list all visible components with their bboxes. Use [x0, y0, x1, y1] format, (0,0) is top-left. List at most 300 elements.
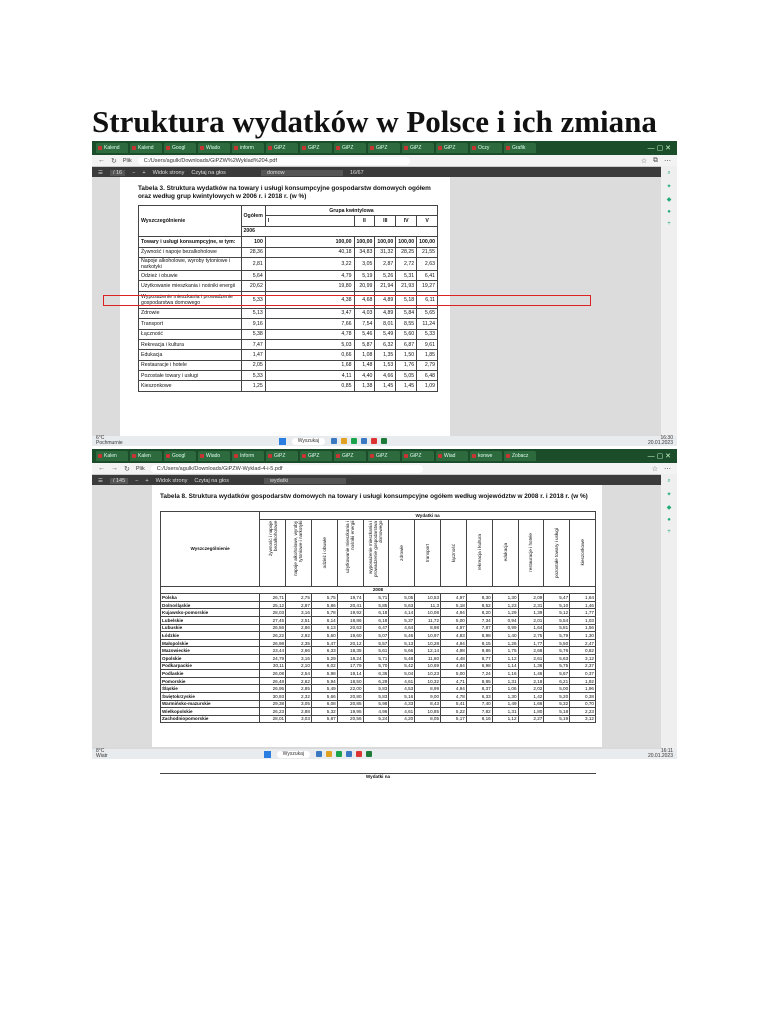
extensions-icon[interactable]: ⧉ — [653, 156, 658, 164]
table-cell: 1,92 — [570, 677, 596, 685]
add-icon[interactable]: + — [667, 221, 671, 227]
table-cell: 2,79 — [417, 360, 438, 370]
row-label: Napoje alkoholowe, wyroby tytoniowe i narkotyki — [139, 257, 242, 270]
start-icon[interactable] — [279, 438, 286, 445]
tab-favicon-icon — [302, 454, 306, 458]
table-cell: 1,96 — [570, 685, 596, 693]
table-cell: 6,18 — [363, 616, 389, 624]
tab-label: Googl — [172, 145, 186, 151]
tab-favicon-icon — [438, 454, 442, 458]
browser-tab[interactable] — [402, 143, 434, 153]
tab-label: GiPZ — [308, 145, 320, 151]
row-label: Pozostałe towary i usługi — [139, 371, 242, 381]
url-field[interactable]: C:/Users/agulk/Downloads/GiPZW-Wyklad-4-i-5.pdf — [151, 465, 423, 473]
quintile-header: I — [265, 216, 354, 226]
table-cell: 5,47 — [311, 639, 337, 647]
table-cell: 5,31 — [396, 270, 417, 280]
table-cell: 3,12 — [570, 715, 596, 723]
table-cell: 2,23 — [570, 708, 596, 716]
table-cell: 4,97 — [441, 594, 467, 602]
table-cell: 3,22 — [265, 257, 354, 270]
table-cell: 1,30 — [492, 692, 518, 700]
window-controls[interactable]: — ▢ ✕ — [647, 453, 671, 460]
browser-tab[interactable] — [130, 451, 162, 461]
games-icon[interactable]: ◆ — [666, 505, 672, 511]
app-icon[interactable] — [371, 438, 377, 444]
table-cell: 5,05 — [396, 371, 417, 381]
row-label: Kieszonkowe — [139, 381, 242, 391]
table-cell: 5,75 — [311, 594, 337, 602]
table-row — [161, 708, 596, 716]
row-label: Rekreacja i kultura — [139, 339, 242, 349]
table-cell: 6,98 — [466, 662, 492, 670]
table-cell: 7,87 — [466, 624, 492, 632]
address-label: Plik — [122, 157, 132, 164]
column-header — [518, 519, 544, 586]
row-label: Polska — [161, 594, 260, 602]
table-cell: 6,02 — [311, 662, 337, 670]
zoom-in-button[interactable]: + — [145, 477, 149, 484]
table-cell: 5,87 — [311, 715, 337, 723]
browser-tab-bar — [92, 141, 677, 155]
find-input[interactable]: wydatki — [264, 478, 346, 484]
column-header — [363, 519, 389, 586]
weather-temp: 6°C — [96, 435, 105, 441]
table-cell: 5,32 — [544, 700, 570, 708]
clock-time: 16:11 — [660, 748, 673, 754]
games-icon[interactable]: ◆ — [666, 197, 672, 203]
table-row — [161, 616, 596, 624]
table-cell: 19,60 — [337, 632, 363, 640]
table-cell: 8,55 — [396, 319, 417, 329]
table-cell: 8,98 — [415, 624, 441, 632]
row-label: Podlaskie — [161, 670, 260, 678]
table-cell: 5,19 — [544, 715, 570, 723]
table-cell: 3,16 — [286, 609, 312, 617]
table-cell: 3,16 — [286, 654, 312, 662]
clock[interactable] — [648, 749, 673, 759]
app-icon[interactable] — [346, 751, 352, 757]
tab-label: GiPZ — [342, 145, 354, 151]
table-cell: 1,56 — [570, 624, 596, 632]
browser-tab[interactable] — [402, 451, 434, 461]
page-number-field[interactable]: / 145 — [110, 478, 128, 484]
table-cell: 0,99 — [492, 624, 518, 632]
table-cell: 5,94 — [311, 677, 337, 685]
table-cell: 1,48 — [354, 360, 375, 370]
window-controls[interactable]: — ▢ ✕ — [647, 145, 671, 152]
table-cell: 17,79 — [337, 662, 363, 670]
app-icon[interactable] — [316, 751, 322, 757]
table-cell: 22,00 — [337, 685, 363, 693]
table-row — [139, 319, 438, 329]
table-cell: 2,62 — [286, 677, 312, 685]
browser-sidebar — [661, 474, 677, 749]
table-cell: 1,66 — [518, 700, 544, 708]
tab-label: Kalen — [138, 453, 151, 459]
app-icon[interactable] — [341, 438, 347, 444]
browser-tab[interactable] — [164, 451, 196, 461]
tab-favicon-icon — [166, 146, 170, 150]
table-cell: 6,47 — [363, 624, 389, 632]
column-header — [415, 519, 441, 586]
table-cell: 0,66 — [265, 350, 354, 360]
next-table-header: Wydatki na — [160, 773, 596, 779]
table-row — [161, 662, 596, 670]
table-cell: 1,68 — [265, 360, 354, 370]
table-cell: 1,14 — [492, 662, 518, 670]
zoom-out-button[interactable]: − — [132, 169, 136, 176]
add-icon[interactable]: + — [667, 529, 671, 535]
taskbar-apps — [316, 751, 372, 757]
table-cell: 2,72 — [396, 257, 417, 270]
table-row — [139, 350, 438, 360]
search-icon[interactable]: ⌕ — [667, 170, 671, 176]
table-cell: 5,64 — [241, 270, 265, 280]
table-cell: 9,86 — [466, 647, 492, 655]
table-cell: 8,98 — [466, 632, 492, 640]
table-cell: 31,32 — [375, 247, 396, 257]
column-header-label: napoje alkoholowe, wyroby tytoniowe i narkotyki — [293, 520, 304, 576]
zoom-out-button[interactable]: − — [135, 477, 139, 484]
table-cell: 19,14 — [337, 670, 363, 678]
app-icon[interactable] — [366, 751, 372, 757]
table-cell: 2,87 — [375, 257, 396, 270]
table-cell: 11,3 — [415, 601, 441, 609]
table-row — [139, 360, 438, 370]
tab-label: Oczy — [478, 145, 490, 151]
tools-icon[interactable]: ✦ — [666, 184, 672, 190]
app-icon[interactable] — [326, 751, 332, 757]
table-cell: 3,03 — [286, 715, 312, 723]
table-cell: 5,60 — [396, 329, 417, 339]
url-field[interactable]: C:/Users/agulk/Downloads/GiPZW%2Wyklad%204.pdf — [138, 157, 410, 165]
table-cell: 5,87 — [354, 339, 375, 349]
table-cell: 4,89 — [375, 291, 396, 308]
pdf-viewer[interactable] — [92, 177, 661, 436]
tab-label: GiPZ — [274, 145, 286, 151]
table-cell: 0,70 — [570, 700, 596, 708]
app-icon[interactable] — [331, 438, 337, 444]
app-icon[interactable] — [351, 438, 357, 444]
table-cell: 10,32 — [415, 677, 441, 685]
table-cell: 26,08 — [260, 670, 286, 678]
weather-label: Pochmurnie — [96, 440, 123, 446]
table-cell: 7,66 — [265, 319, 354, 329]
browser-tab[interactable] — [436, 143, 468, 153]
taskbar — [92, 436, 677, 446]
table-cell: 4,20 — [389, 715, 415, 723]
table-row — [139, 291, 438, 308]
quintile-header: III — [375, 216, 396, 226]
screenshot-voivodeship-table — [92, 449, 677, 779]
browser-tab[interactable] — [470, 451, 502, 461]
row-label: Łódzkie — [161, 632, 260, 640]
browser-tab[interactable] — [504, 143, 536, 153]
browser-tab[interactable] — [334, 143, 366, 153]
table-cell: 6,33 — [466, 692, 492, 700]
table-cell: 5,67 — [544, 670, 570, 678]
table-cell: 1,12 — [492, 654, 518, 662]
table-cell: 5,33 — [241, 371, 265, 381]
tab-label: GiPZ — [342, 453, 354, 459]
table-cell: 5,70 — [363, 662, 389, 670]
table-cell: 6,14 — [311, 616, 337, 624]
page-title: Struktura wydatków w Polsce i ich zmiana — [92, 104, 657, 139]
browser-tab[interactable] — [334, 451, 366, 461]
table-cell: 8,37 — [466, 685, 492, 693]
table-cell: 5,18 — [396, 291, 417, 308]
weather-label: Wiatr — [96, 753, 108, 759]
tab-favicon-icon — [98, 454, 102, 458]
table-cell: 1,49 — [492, 700, 518, 708]
table-cell: 5,22 — [441, 708, 467, 716]
page-view-button[interactable]: Widok strony — [155, 477, 188, 484]
browser-tab[interactable] — [232, 451, 264, 461]
table-row — [139, 371, 438, 381]
table-cell: 7,24 — [466, 670, 492, 678]
table-cell: 8,85 — [466, 677, 492, 685]
table-cell: 6,33 — [311, 647, 337, 655]
refresh-icon[interactable]: ↻ — [111, 157, 117, 165]
table-cell: 5,60 — [311, 632, 337, 640]
browser-tab[interactable] — [232, 143, 264, 153]
table-cell: 2,05 — [241, 360, 265, 370]
browser-tab[interactable] — [504, 451, 536, 461]
clock[interactable] — [648, 436, 673, 446]
tab-favicon-icon — [404, 146, 408, 150]
table-cell: 11,60 — [415, 654, 441, 662]
find-count: 16/67 — [349, 169, 364, 176]
table-cell: 5,66 — [389, 647, 415, 655]
col-header-label: Wyszczególnienie — [139, 206, 242, 237]
column-header-label: wyposażenie mieszkania i prowadzenie gospodarstwa domowego — [368, 520, 384, 577]
app-icon[interactable] — [381, 438, 387, 444]
table-cell: 8,30 — [466, 594, 492, 602]
column-header-label: zdrowie — [399, 544, 405, 561]
row-label: Podkarpackie — [161, 662, 260, 670]
browser-tab[interactable] — [198, 143, 230, 153]
row-label: Żywność i napoje bezalkoholowe — [139, 247, 242, 257]
weather-temp: 8°C — [96, 748, 105, 754]
browser-tab[interactable] — [436, 451, 468, 461]
table-cell: 19,27 — [417, 281, 438, 291]
quintile-header: IV — [396, 216, 417, 226]
tab-label: Kalend — [104, 145, 120, 151]
table-cell: 2,01 — [518, 616, 544, 624]
tab-favicon-icon — [268, 454, 272, 458]
tab-label: Wiado — [206, 453, 221, 459]
table-cell: 20,99 — [354, 281, 375, 291]
table-cell: 5,83 — [363, 692, 389, 700]
column-header — [441, 519, 467, 586]
tab-label: GiPZ — [410, 453, 422, 459]
table-cell: 4,03 — [354, 308, 375, 318]
weather-widget[interactable] — [96, 436, 123, 446]
tab-favicon-icon — [200, 146, 204, 150]
taskbar-search[interactable]: Wyszukaj — [277, 751, 310, 758]
find-input[interactable]: domow — [261, 170, 343, 176]
browser-tab[interactable] — [266, 143, 298, 153]
table-cell: 5,49 — [311, 685, 337, 693]
back-icon[interactable]: ← — [98, 465, 105, 472]
star-icon[interactable]: ☆ — [651, 465, 658, 473]
browser-tab[interactable] — [96, 451, 128, 461]
browser-tab[interactable] — [130, 143, 162, 153]
column-header — [544, 519, 570, 586]
tab-label: Wiad — [444, 453, 456, 459]
column-header-label: użytkowanie mieszkania i nośniki energii — [345, 520, 356, 573]
browser-tab[interactable] — [164, 143, 196, 153]
tab-favicon-icon — [302, 146, 306, 150]
table-cell: 4,64 — [389, 624, 415, 632]
table-cell: 1,85 — [417, 350, 438, 360]
table-cell: 8,05 — [415, 715, 441, 723]
row-label: Restauracje i hotele — [139, 360, 242, 370]
table-cell: 5,20 — [544, 692, 570, 700]
column-header — [337, 519, 363, 586]
tab-favicon-icon — [268, 146, 272, 150]
table-cell: 6,87 — [396, 339, 417, 349]
table-cell: 5,12 — [544, 609, 570, 617]
browser-tab[interactable] — [470, 143, 502, 153]
row-label: Świętokrzyskie — [161, 692, 260, 700]
app-icon[interactable] — [361, 438, 367, 444]
table-cell: 20,41 — [337, 601, 363, 609]
tab-favicon-icon — [336, 454, 340, 458]
table-cell: 5,78 — [311, 609, 337, 617]
table-cell: 1,80 — [518, 708, 544, 716]
table-cell: 2,09 — [518, 594, 544, 602]
address-label: Plik — [135, 465, 145, 472]
table-cell: 4,11 — [265, 371, 354, 381]
tab-favicon-icon — [336, 146, 340, 150]
table-row — [161, 677, 596, 685]
table-caption: Tabela 8. Struktura wydatków gospodarstw domowych na towary i usługi konsumpcyjne ogółem według województw w 2008 r. i 2018 r. (w %) — [160, 493, 588, 500]
table-cell: 4,48 — [441, 654, 467, 662]
table-cell: 28,36 — [241, 247, 265, 257]
tab-label: Kalen — [104, 453, 117, 459]
forward-icon[interactable]: → — [111, 465, 118, 472]
tab-label: Inform — [240, 453, 255, 459]
table-cell: 5,46 — [354, 329, 375, 339]
browser-tab[interactable] — [96, 143, 128, 153]
row-label: Śląskie — [161, 685, 260, 693]
table-row — [161, 632, 596, 640]
table-cell: 1,50 — [396, 350, 417, 360]
page-view-button[interactable]: Widok strony — [152, 169, 185, 176]
table-cell: 2,87 — [286, 601, 312, 609]
page-number-field[interactable]: / 16 — [110, 170, 125, 176]
tab-favicon-icon — [98, 146, 102, 150]
office-icon[interactable]: ● — [667, 517, 671, 523]
table-cell: 1,08 — [354, 350, 375, 360]
browser-tab[interactable] — [198, 451, 230, 461]
table-cell: 100 — [241, 237, 265, 247]
contents-icon[interactable]: ☰ — [98, 169, 103, 176]
table-cell: 1,30 — [570, 632, 596, 640]
table-cell: 11,24 — [417, 319, 438, 329]
table-cell: 1,36 — [518, 662, 544, 670]
table-row — [161, 601, 596, 609]
star-icon[interactable]: ☆ — [640, 157, 647, 165]
app-icon[interactable] — [356, 751, 362, 757]
table-cell: 4,38 — [265, 291, 354, 308]
table-cell: 7,82 — [466, 708, 492, 716]
contents-icon[interactable]: ☰ — [98, 477, 103, 484]
row-label: Lubelskie — [161, 616, 260, 624]
table-cell: 21,94 — [375, 281, 396, 291]
table-cell: 1,47 — [241, 350, 265, 360]
zoom-in-button[interactable]: + — [142, 169, 146, 176]
table-row — [139, 237, 438, 247]
column-header — [286, 519, 312, 586]
column-header — [570, 519, 596, 586]
read-aloud-button[interactable]: Czytaj na głos — [191, 169, 226, 176]
table-cell: 27,45 — [260, 616, 286, 624]
table-cell: 1,06 — [492, 685, 518, 693]
table-cell: 1,16 — [492, 670, 518, 678]
table-cell: 2,81 — [241, 257, 265, 270]
menu-icon[interactable]: ⋯ — [664, 465, 671, 473]
browser-tab[interactable] — [300, 451, 332, 461]
table-cell: 5,18 — [544, 708, 570, 716]
start-icon[interactable] — [264, 751, 271, 758]
search-icon[interactable]: ⌕ — [667, 478, 671, 484]
tab-favicon-icon — [166, 454, 170, 458]
table-row — [161, 647, 596, 655]
column-header-label: łączność — [450, 543, 456, 562]
col-header-total: Ogółem — [241, 206, 265, 227]
browser-tab[interactable] — [368, 143, 400, 153]
browser-tab[interactable] — [300, 143, 332, 153]
table-cell: 4,33 — [389, 700, 415, 708]
tools-icon[interactable]: ✦ — [666, 492, 672, 498]
weather-widget[interactable] — [96, 749, 108, 759]
menu-icon[interactable]: ⋯ — [664, 157, 671, 165]
table-cell: 1,25 — [241, 381, 265, 391]
table-cell: 40,18 — [265, 247, 354, 257]
refresh-icon[interactable]: ↻ — [124, 465, 130, 473]
table-row — [139, 329, 438, 339]
table-cell: 4,40 — [354, 371, 375, 381]
office-icon[interactable]: ● — [667, 209, 671, 215]
table-cell: 100,00 — [417, 237, 438, 247]
table-cell: 25,12 — [260, 601, 286, 609]
table-row — [139, 257, 438, 270]
row-label: Mazowieckie — [161, 647, 260, 655]
table-cell: 10,97 — [415, 632, 441, 640]
table-cell: 3,05 — [286, 700, 312, 708]
taskbar-search[interactable]: Wyszukaj — [292, 438, 325, 445]
browser-tab-bar — [92, 449, 677, 463]
table-cell: 4,83 — [441, 632, 467, 640]
row-label: Użytkowanie mieszkania i nośniki energii — [139, 281, 242, 291]
table-cell: 100,00 — [354, 237, 375, 247]
table-cell: 20,80 — [337, 692, 363, 700]
table-cell: 2,32 — [286, 692, 312, 700]
back-icon[interactable]: ← — [98, 157, 105, 164]
table-cell: 10,85 — [415, 708, 441, 716]
table-cell: 5,50 — [544, 639, 570, 647]
browser-tab[interactable] — [368, 451, 400, 461]
table-cell: 6,13 — [311, 624, 337, 632]
table-cell: 7,47 — [241, 339, 265, 349]
app-icon[interactable] — [336, 751, 342, 757]
read-aloud-button[interactable]: Czytaj na głos — [194, 477, 229, 484]
row-label: Wyposażenie mieszkania i prowadzenie gospodarstwa domowego — [139, 291, 242, 308]
browser-tab[interactable] — [266, 451, 298, 461]
